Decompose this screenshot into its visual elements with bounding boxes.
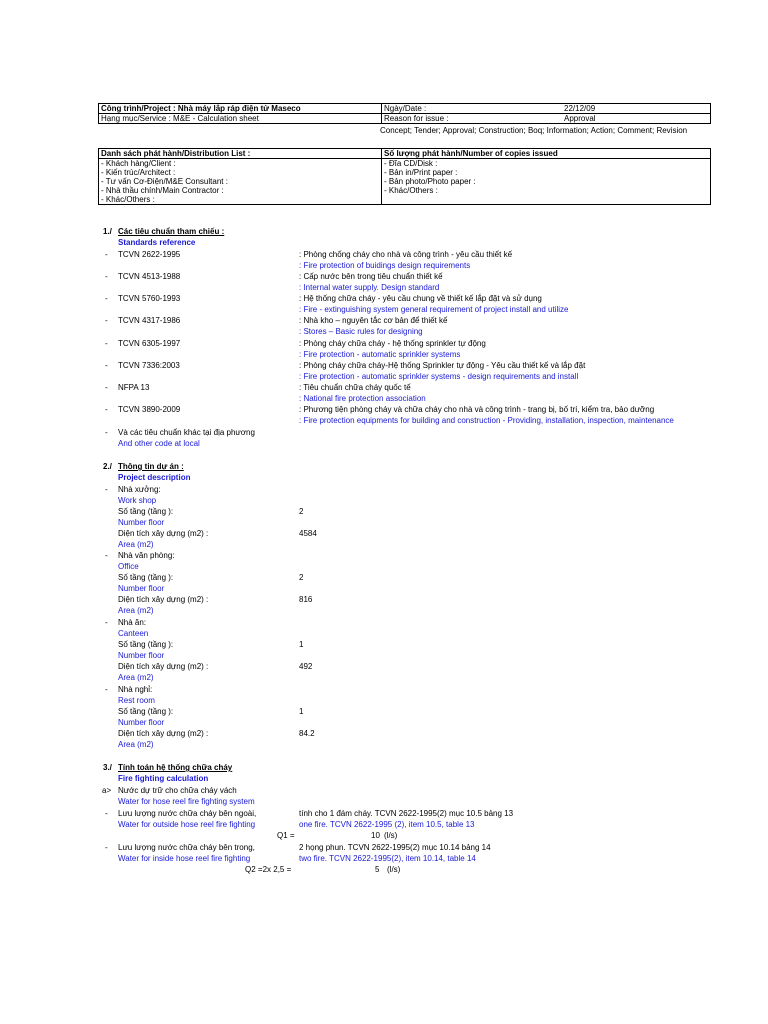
- copies-item: - Đĩa CD/Disk :: [382, 159, 711, 169]
- inside-flow-en: Water for inside hose reel fire fighting: [118, 854, 251, 863]
- standard-vi: : Hệ thống chữa cháy - yêu cầu chung về thiết kế lắp đặt và sử dụng: [299, 294, 542, 303]
- distribution-item: - Tư vấn Cơ-Điện/M&E Consultant :: [99, 177, 382, 186]
- building-name-en: Canteen: [118, 629, 149, 638]
- standard-vi: : Phòng cháy chữa cháy - hệ thống sprinkler tự động: [299, 339, 486, 348]
- bullet-dash: -: [105, 485, 108, 494]
- section2-number: 2./: [103, 462, 112, 471]
- area-label: Diện tích xây dựng (m2) :: [118, 595, 209, 604]
- standard-item: [0, 272, 768, 292]
- section3-subtitle: Fire fighting calculation: [118, 774, 209, 783]
- standard-item: [0, 250, 768, 270]
- standard-code: TCVN 3890-2009: [118, 405, 181, 414]
- copies-item: - Bản in/Print paper :: [382, 168, 711, 177]
- area-value: 816: [299, 595, 313, 604]
- section1-subtitle: Standards reference: [118, 238, 196, 247]
- building-name-en: Rest room: [118, 696, 155, 705]
- building-block: [0, 685, 768, 751]
- copies-item: [382, 195, 711, 205]
- standard-vi: : Tiêu chuẩn chữa cháy quốc tế: [299, 383, 411, 392]
- outside-note-en: one fire. TCVN 2622-1995 (2), item 10.5, table 13: [299, 820, 475, 829]
- floors-label-en: Number floor: [118, 584, 165, 593]
- copies-item: - Khác/Others :: [382, 186, 711, 195]
- bullet-dash: -: [105, 685, 108, 694]
- q2-label: Q2 =2x 2,5 =: [245, 865, 292, 874]
- bullet-dash: -: [105, 809, 108, 818]
- standard-vi: : Phòng cháy chữa cháy-Hệ thống Sprinkler tự động - Yêu cầu thiết kế và lắp đặt: [299, 361, 586, 370]
- floors-value: 2: [299, 507, 304, 516]
- section2-subtitle: Project description: [118, 473, 191, 482]
- date-label: Ngày/Date :: [384, 104, 427, 113]
- standard-code: TCVN 5760-1993: [118, 294, 181, 303]
- date-cell: [382, 104, 711, 114]
- building-name-en: Work shop: [118, 496, 157, 505]
- inside-note-en: two fire. TCVN 2622-1995(2), item 10.14, table 14: [299, 854, 476, 863]
- floors-label: Số tầng (tầng ):: [118, 507, 174, 516]
- bullet-dash: -: [105, 618, 108, 627]
- bullet-dash: -: [105, 316, 108, 325]
- area-label: Diện tích xây dựng (m2) :: [118, 729, 209, 738]
- bullet-dash: -: [105, 250, 108, 259]
- bullet-dash: -: [105, 428, 108, 437]
- issue-options: Concept; Tender; Approval; Construction; Boq; Information; Action; Comment; Revision: [380, 126, 688, 135]
- floors-value: 2: [299, 573, 304, 582]
- standard-item: [0, 339, 768, 359]
- building-name-vi: Nhà ăn:: [118, 618, 147, 627]
- standard-code: TCVN 2622-1995: [118, 250, 181, 259]
- standard-item: [0, 383, 768, 403]
- section2-title: Thông tin dự án :: [118, 462, 184, 471]
- q1-unit: (l/s): [384, 831, 398, 840]
- service-cell: Hạng mục/Service : M&E - Calculation sheet: [99, 114, 382, 124]
- copies-title: Số lượng phát hành/Number of copies issued: [382, 149, 711, 159]
- inside-flow-vi: Lưu lượng nước chữa cháy bên trong,: [118, 843, 255, 852]
- standard-en: : Fire protection - automatic sprinkler systems: [299, 350, 461, 359]
- standard-code: NFPA 13: [118, 383, 150, 392]
- building-name-en: Office: [118, 562, 139, 571]
- bullet-dash: -: [105, 405, 108, 414]
- floors-value: 1: [299, 640, 304, 649]
- standard-code: TCVN 4513-1988: [118, 272, 181, 281]
- standard-item: [0, 294, 768, 314]
- area-label: Diện tích xây dựng (m2) :: [118, 662, 209, 671]
- section3-number: 3./: [103, 763, 112, 772]
- other-standards-vi: Và các tiêu chuẩn khác tại địa phương: [118, 428, 255, 437]
- distribution-table: [98, 148, 711, 205]
- q2-unit: (l/s): [387, 865, 401, 874]
- area-value: 492: [299, 662, 313, 671]
- floors-label-en: Number floor: [118, 518, 165, 527]
- item-a-en: Water for hose reel fire fighting system: [118, 797, 255, 806]
- bullet-dash: -: [105, 383, 108, 392]
- standard-en: : Fire protection - automatic sprinkler systems - design requirements and install: [299, 372, 579, 381]
- building-name-vi: Nhà xưởng:: [118, 485, 161, 494]
- area-label-en: Area (m2): [118, 673, 154, 682]
- building-name-vi: Nhà nghỉ:: [118, 685, 153, 694]
- standard-item: [0, 316, 768, 336]
- standard-en: : Internal water supply. Design standard: [299, 283, 440, 292]
- copies-item: - Bản photo/Photo paper :: [382, 177, 711, 186]
- standard-item: [0, 405, 768, 425]
- building-block: [0, 551, 768, 617]
- reason-label: Reason for issue :: [384, 114, 449, 123]
- inside-note-vi: 2 họng phun. TCVN 2622-1995(2) mục 10.14 bảng 14: [299, 843, 491, 852]
- section3-title: Tính toán hệ thống chữa cháy: [118, 763, 233, 772]
- distribution-title: Danh sách phát hành/Distribution List :: [99, 149, 382, 159]
- q1-label: Q1 =: [277, 831, 295, 840]
- q2-value: 5: [375, 865, 380, 874]
- floors-value: 1: [299, 707, 304, 716]
- area-value: 84.2: [299, 729, 315, 738]
- standard-item: [0, 361, 768, 381]
- building-name-vi: Nhà văn phòng:: [118, 551, 175, 560]
- section1-title: Các tiêu chuẩn tham chiếu :: [118, 227, 225, 236]
- section1-number: 1./: [103, 227, 112, 236]
- q1-value: 10: [371, 831, 380, 840]
- area-label-en: Area (m2): [118, 740, 154, 749]
- area-label: Diện tích xây dựng (m2) :: [118, 529, 209, 538]
- item-a-vi: Nước dự trữ cho chữa cháy vách: [118, 786, 237, 795]
- project-cell: [99, 104, 382, 114]
- standard-vi: : Cấp nước bên trong tiêu chuẩn thiết kế: [299, 272, 443, 281]
- standard-vi: : Phương tiện phòng cháy và chữa cháy cho nhà và công trình - trang bị, bố trí, kiểm tra, bảo dưỡng: [299, 405, 655, 414]
- area-value: 4584: [299, 529, 317, 538]
- reason-value: Approval: [564, 114, 596, 123]
- standard-item-other: [0, 428, 768, 448]
- item-a-marker: a>: [102, 786, 112, 795]
- building-block: [0, 485, 768, 551]
- building-block: [0, 618, 768, 684]
- distribution-item: - Khác/Others :: [99, 195, 382, 205]
- bullet-dash: -: [105, 294, 108, 303]
- floors-label: Số tầng (tầng ):: [118, 573, 174, 582]
- bullet-dash: -: [105, 272, 108, 281]
- distribution-item: - Khách hàng/Client :: [99, 159, 382, 169]
- floors-label: Số tầng (tầng ):: [118, 707, 174, 716]
- bullet-dash: -: [105, 361, 108, 370]
- project-value: Nhà máy lắp ráp điện tử Maseco: [177, 104, 301, 113]
- standard-code: TCVN 7336:2003: [118, 361, 180, 370]
- other-standards-en: And other code at local: [118, 439, 200, 448]
- area-label-en: Area (m2): [118, 606, 154, 615]
- standard-en: : Fire protection of buidings design requirements: [299, 261, 471, 270]
- standard-en: : National fire protection association: [299, 394, 426, 403]
- outside-flow-vi: Lưu lượng nước chữa cháy bên ngoài,: [118, 809, 257, 818]
- floors-label: Số tầng (tầng ):: [118, 640, 174, 649]
- standard-vi: : Phòng chống cháy cho nhà và công trình - yêu cầu thiết kế: [299, 250, 513, 259]
- outside-flow-en: Water for outside hose reel fire fighting: [118, 820, 256, 829]
- standard-en: : Stores – Basic rules for designing: [299, 327, 423, 336]
- bullet-dash: -: [105, 843, 108, 852]
- standard-en: : Fire protection equipments for building and construction - Providing, installation, inspection, maintenance: [299, 416, 674, 425]
- bullet-dash: -: [105, 551, 108, 560]
- area-label-en: Area (m2): [118, 540, 154, 549]
- distribution-item: - Kiến trúc/Architect :: [99, 168, 382, 177]
- project-label: Công trình/Project :: [101, 104, 176, 113]
- distribution-item: - Nhà thầu chính/Main Contractor :: [99, 186, 382, 195]
- standard-vi: : Nhà kho – nguyên tắc cơ bản để thiết kế: [299, 316, 448, 325]
- standard-code: TCVN 6305-1997: [118, 339, 181, 348]
- reason-cell: [382, 114, 711, 124]
- date-value: 22/12/09: [564, 104, 596, 113]
- floors-label-en: Number floor: [118, 651, 165, 660]
- header-table: [98, 103, 711, 124]
- standard-en: : Fire - extinguishing system general requirement of project install and utilize: [299, 305, 569, 314]
- bullet-dash: -: [105, 339, 108, 348]
- outside-note-vi: tính cho 1 đám cháy. TCVN 2622-1995(2) mục 10.5 bảng 13: [299, 809, 514, 818]
- standard-code: TCVN 4317-1986: [118, 316, 181, 325]
- floors-label-en: Number floor: [118, 718, 165, 727]
